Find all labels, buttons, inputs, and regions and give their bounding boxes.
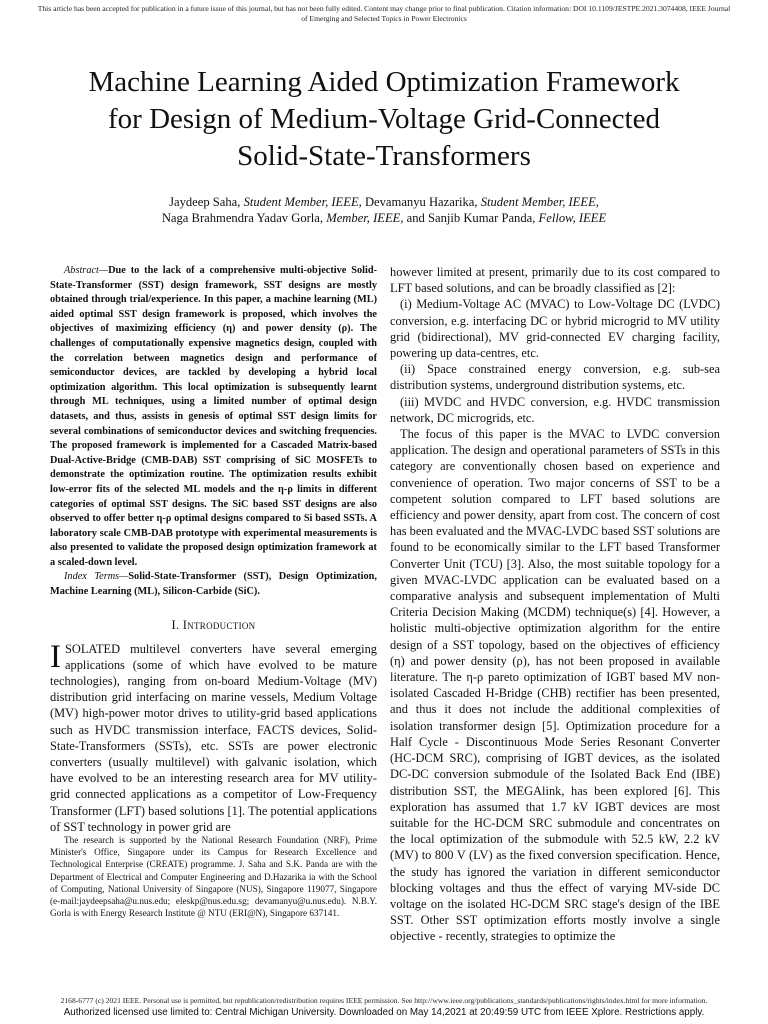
- author-list: [30, 194, 738, 226]
- author-role: Member, IEEE,: [326, 211, 404, 225]
- paper-title: [40, 64, 728, 175]
- author-name: and Sanjib Kumar Panda,: [406, 211, 536, 225]
- footnote-text: The research is supported by the National Research Foundation (NRF), Prime Minister's Office, Singapore under its Campus for Research Excellence and Technological Enterprise (CREATE) programme. J. Saha and S.K. Panda are with the Department of Electrical and Computer Engineering and D.Hazarika ia with the School of Computing, National University of Singapore (NUS), Singapore 119077, Singapore (e-mail:jaydeepsaha@u.nus.edu; eleskp@nus.edu.sg; devamanyu@u.nus.edu). N.B.Y. Gorla is with Energy Research Institute @ NTU (ERI@N), Singapore 637141.: [50, 835, 377, 919]
- author-name: Naga Brahmendra Yadav Gorla,: [161, 211, 324, 225]
- paragraph: The focus of this paper is the MVAC to LVDC conversion application. The design and operational parameters of SSTs in this category are conventionally chosen based on experience and convenience of operation. Two major concerns of SST to be a competent solution compared to LFT based solutions are efficiency and power density, apart from cost. The concern of cost has been evaluated and the MVAC-LVDC based SST solutions are found to be economically similar to the LFT based Transformer Converter Unit (TCU) [3]. Also, the most suitable topology for a given MVAC-LVDC application can be evaluated based on a comparative analysis and subsequent implementation of Multi Criteria Decision Making (MCDM) technique(s) [4]. However, a holistic multi-objective optimization algorithm for the entire design of a SST topology, based on the objectives of efficiency (η) and power density (ρ), has not been proposed in available literature. The η-ρ pareto optimization of IGBT based MV non-isolated Cascaded H-Bridge (CHB) rectifier has been presented, and thus it does not include the additional complexities of isolation transformer design [5]. Optimization procedure for a Half Cycle - Discontinuous Mode Series Resonant Converter (HC-DCM SRC), comprising of IGBT devices, as the isolated DC-DC conversion submodule of the Isolated Back End (IBE) distribution SST, the MEGAlink, has been explored [6]. This exploration has assumed that 1.7 kV IGBT devices are most suitable for the HC-DCM SRC submodule and concentrates on the local optimization of the submodule with 52.5 kW, 2.2 kV (MV) to 800 V (LV) as the fixed conversion specification. Hence, the study has ignored the variation in different semiconductor blocking voltages and thus the effect of varying MV-side DC voltage on the isolated HC-DCM SRC stage's design of the IBE SST. Other SST optimization efforts mostly involve a single objective - recently, strategies to optimize the: [390, 427, 720, 944]
- journal-notice: [0, 4, 768, 24]
- footnote: [50, 834, 377, 919]
- index-terms: [50, 570, 377, 599]
- author-role: Student Member, IEEE,: [480, 195, 599, 209]
- section-title: Introduction: [182, 617, 256, 632]
- title-line-1: Machine Learning Aided Optimization Framework: [88, 66, 680, 98]
- journal-notice-line2: of Emerging and Selected Topics in Power Electronics: [301, 14, 467, 23]
- abstract-text: Due to the lack of a comprehensive multi-objective Solid-State-Transformer (SST) design framework, SST designs are mostly obtained through trial/experience. In this paper, a machine learning (ML) aided optimal SST design framework is proposed, which involves the objectives of maximizing efficiency (η) and power density (ρ). The challenges of computationally expensive magnetics design, coupled with the correlation between magnetics design and performance of semiconductor devices, are tackled by developing a hybrid local optimization algorithm. This local optimization is subsequently learnt through ML techniques, using a limited number of optimal design datasets, and thus, assists in genesis of optimal SST design limits for several combinations of semiconductor devices and switching frequencies. The proposed framework is implemented for a Cascaded Matrix-based Dual-Active-Bridge (CMB-DAB) SST comprising of SiC MOSFETs to demonstrate the optimization routine. The optimization results exhibit low-error fits of the selected ML models and the η-ρ limits in different categories of optimal SST designs. The SiC based SST designs are also observed to offer better η-ρ optimal designs compared to Si based SSTs. A laboratory scale CMB-DAB prototype with experimental measurements is also presented to validate the proposed design optimization framework at a scaled-down level.: [50, 265, 377, 568]
- license-notice: 2168-6777 (c) 2021 IEEE. Personal use is permitted, but republication/redistribution requires IEEE permission. See http://www.ieee.org/publications_standards/publications/rights/index.html for more information.: [60, 996, 708, 1005]
- first-word: SOLATED: [65, 641, 121, 656]
- title-line-3: Solid-State-Transformers: [237, 140, 531, 172]
- author-role: Fellow, IEEE: [538, 211, 607, 225]
- author-name: Devamanyu Hazarika,: [364, 195, 478, 209]
- list-item: (ii) Space constrained energy conversion, e.g. sub-sea distribution systems, underground distribution systems, etc.: [390, 362, 720, 393]
- intro-text: multilevel converters have several emerging applications (some of which have evolved to be mature technologies), ranging from on-board Medium-Voltage (MV) distribution grid interfacing on marine vessels, Medium Voltage (MV) high-power motor drives to utility-grid based applications such as HVDC transmission interface, FACTS devices, Solid-State-Transformers (SSTs), etc. SSTs are power electronic converters (usually multilevel) with galvanic isolation, which have evolved to be an interesting research area for MV utility-grid connected applications as a competitor of Low-Frequency Transformer (LFT) based solutions [1]. The potential applications of SST technology in power grid are: [50, 641, 377, 834]
- authorized-use-notice: Authorized licensed use limited to: Central Michigan University. Downloaded on May 14,2021 at 20:49:59 UTC from IEEE Xplore. Restrictions apply.: [63, 1007, 705, 1018]
- author-line-2: [30, 210, 738, 226]
- title-line-2: for Design of Medium-Voltage Grid-Connected: [108, 103, 660, 135]
- right-column: [390, 264, 720, 945]
- list-item: (i) Medium-Voltage AC (MVAC) to Low-Voltage DC (LVDC) conversion, e.g. interfacing DC or hybrid microgrid to MV utility grid (bidirectional), MV grid-connected EV charging facility, powering up data-centres, etc.: [390, 297, 720, 361]
- author-role: Student Member, IEEE,: [243, 195, 362, 209]
- journal-notice-line1: This article has been accepted for publication in a future issue of this journal, but has not been fully edited. Content may change prior to final publication. Citation information: DOI 10.1109/JESTPE.2021.3074408, IEEE Journal: [37, 4, 731, 13]
- left-column: [50, 264, 377, 835]
- abstract-lead: Abstract—: [64, 265, 109, 276]
- drop-cap: I: [50, 638, 61, 675]
- index-terms-text: Solid-State-Transformer (SST), Design Optimization, Machine Learning (ML), Silicon-Carbide (SiC).: [50, 571, 377, 598]
- index-terms-lead: Index Terms—: [64, 571, 129, 583]
- author-name: Jaydeep Saha,: [169, 195, 241, 209]
- abstract: [50, 264, 377, 570]
- section-heading: [50, 618, 377, 633]
- paragraph: however limited at present, primarily due to its cost compared to LFT based solutions, and can be broadly classified as [2]:: [390, 265, 720, 296]
- section-number: I.: [171, 617, 180, 632]
- intro-paragraph: [50, 638, 377, 835]
- author-line-1: [30, 194, 738, 210]
- list-item: (iii) MVDC and HVDC conversion, e.g. HVDC transmission network, DC microgrids, etc.: [390, 394, 720, 425]
